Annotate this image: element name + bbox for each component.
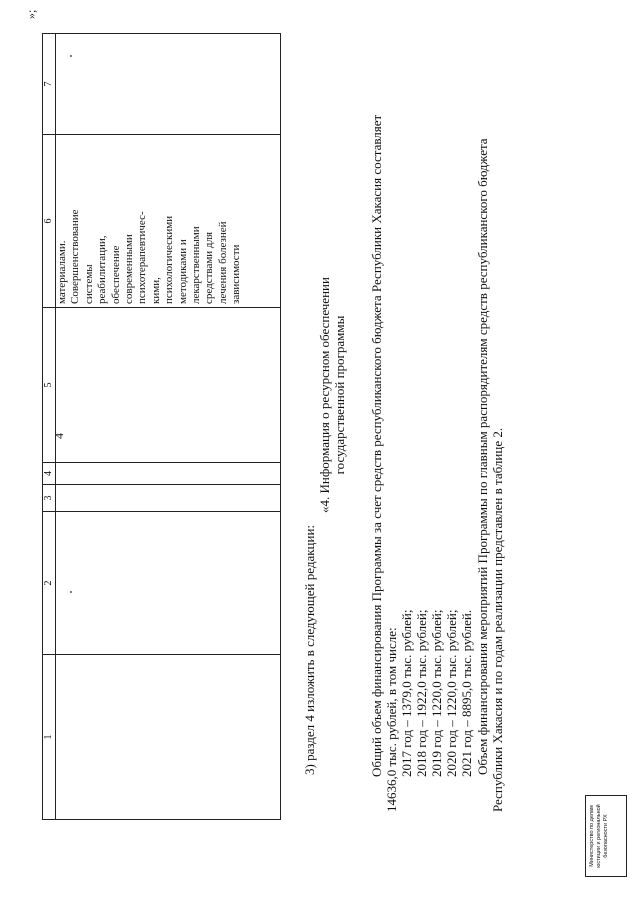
funding-year-list — [399, 610, 474, 777]
table-header-cell: 5 — [43, 308, 56, 463]
table-cell — [56, 512, 281, 655]
stamp-line: безопасности РХ — [603, 814, 609, 858]
description-line: психотерапевтичес- — [136, 211, 149, 304]
description-line: лечения болезней — [216, 221, 229, 304]
description-line: зависимости — [230, 244, 243, 304]
funding-paragraph-line: Общий объем финансирования Программы за счет средств республиканского бюджета Республики Хакасия составляет — [369, 114, 384, 777]
section-heading-line: «4. Информация о ресурсном обеспечении — [317, 277, 332, 513]
closing-quote: »; — [24, 9, 38, 19]
table-header-cell: 7 — [43, 34, 56, 135]
distribution-paragraph-line: Республики Хакасия и по годам реализации представлен в таблице 2. — [490, 427, 505, 812]
section-heading — [317, 245, 347, 545]
distribution-paragraph-line: Объем финансирования мероприятий Программы по главным распорядителям средств республиканского бюджета — [475, 138, 490, 775]
table-header-cell: 4 — [43, 463, 56, 485]
table-cell-description — [56, 135, 281, 308]
funding-year-item: 2019 год – 1220,0 тыс. рублей; — [429, 609, 444, 777]
description-line: реабилитации, — [96, 235, 109, 304]
description-line: кими, — [149, 277, 162, 304]
description-line: Совершенствование — [69, 209, 82, 304]
table-cell — [56, 463, 281, 485]
table-header-row — [43, 34, 56, 820]
section-heading-line: государственной программы — [332, 315, 347, 475]
description-line: лекарственными — [190, 226, 203, 304]
description-line: психологическими — [163, 215, 176, 304]
table-cell — [56, 308, 281, 463]
page-number: 4 — [52, 433, 66, 439]
table-cell — [56, 655, 281, 820]
table-cell — [56, 34, 281, 135]
funding-year-item: 2018 год – 1922,0 тыс. рублей; — [414, 609, 429, 777]
funding-year-item: 2017 год – 1379,0 тыс. рублей; — [399, 609, 414, 777]
funding-year-item: 2021 год – 8895,0 тыс. рублей. — [459, 609, 474, 777]
data-table — [42, 33, 281, 820]
stamp-line: Министерство по делам — [589, 805, 595, 867]
table-row — [56, 34, 281, 820]
table-header-cell: 3 — [43, 485, 56, 512]
table-header-cell: 6 — [43, 135, 56, 308]
ministry-stamp — [585, 795, 627, 877]
table-cell — [56, 485, 281, 512]
description-line: средствами для — [203, 231, 216, 304]
description-line: системы — [82, 264, 95, 304]
stamp-line: юстиции и региональной — [596, 804, 602, 868]
table-header-cell: 2 — [43, 512, 56, 655]
description-line: методиками и — [176, 239, 189, 304]
amendment-instruction: 3) раздел 4 изложить в следующей редакции: — [302, 524, 317, 775]
description-line: обеспечение — [109, 245, 122, 304]
table-header-cell: 1 — [43, 655, 56, 820]
funding-paragraph-line: 14636,0 тыс. рублей, в том числе: — [384, 627, 399, 812]
description-line: материалами. — [56, 240, 68, 304]
funding-year-item: 2020 год – 1220,0 тыс. рублей; — [444, 609, 459, 777]
description-line: современными — [123, 234, 136, 304]
